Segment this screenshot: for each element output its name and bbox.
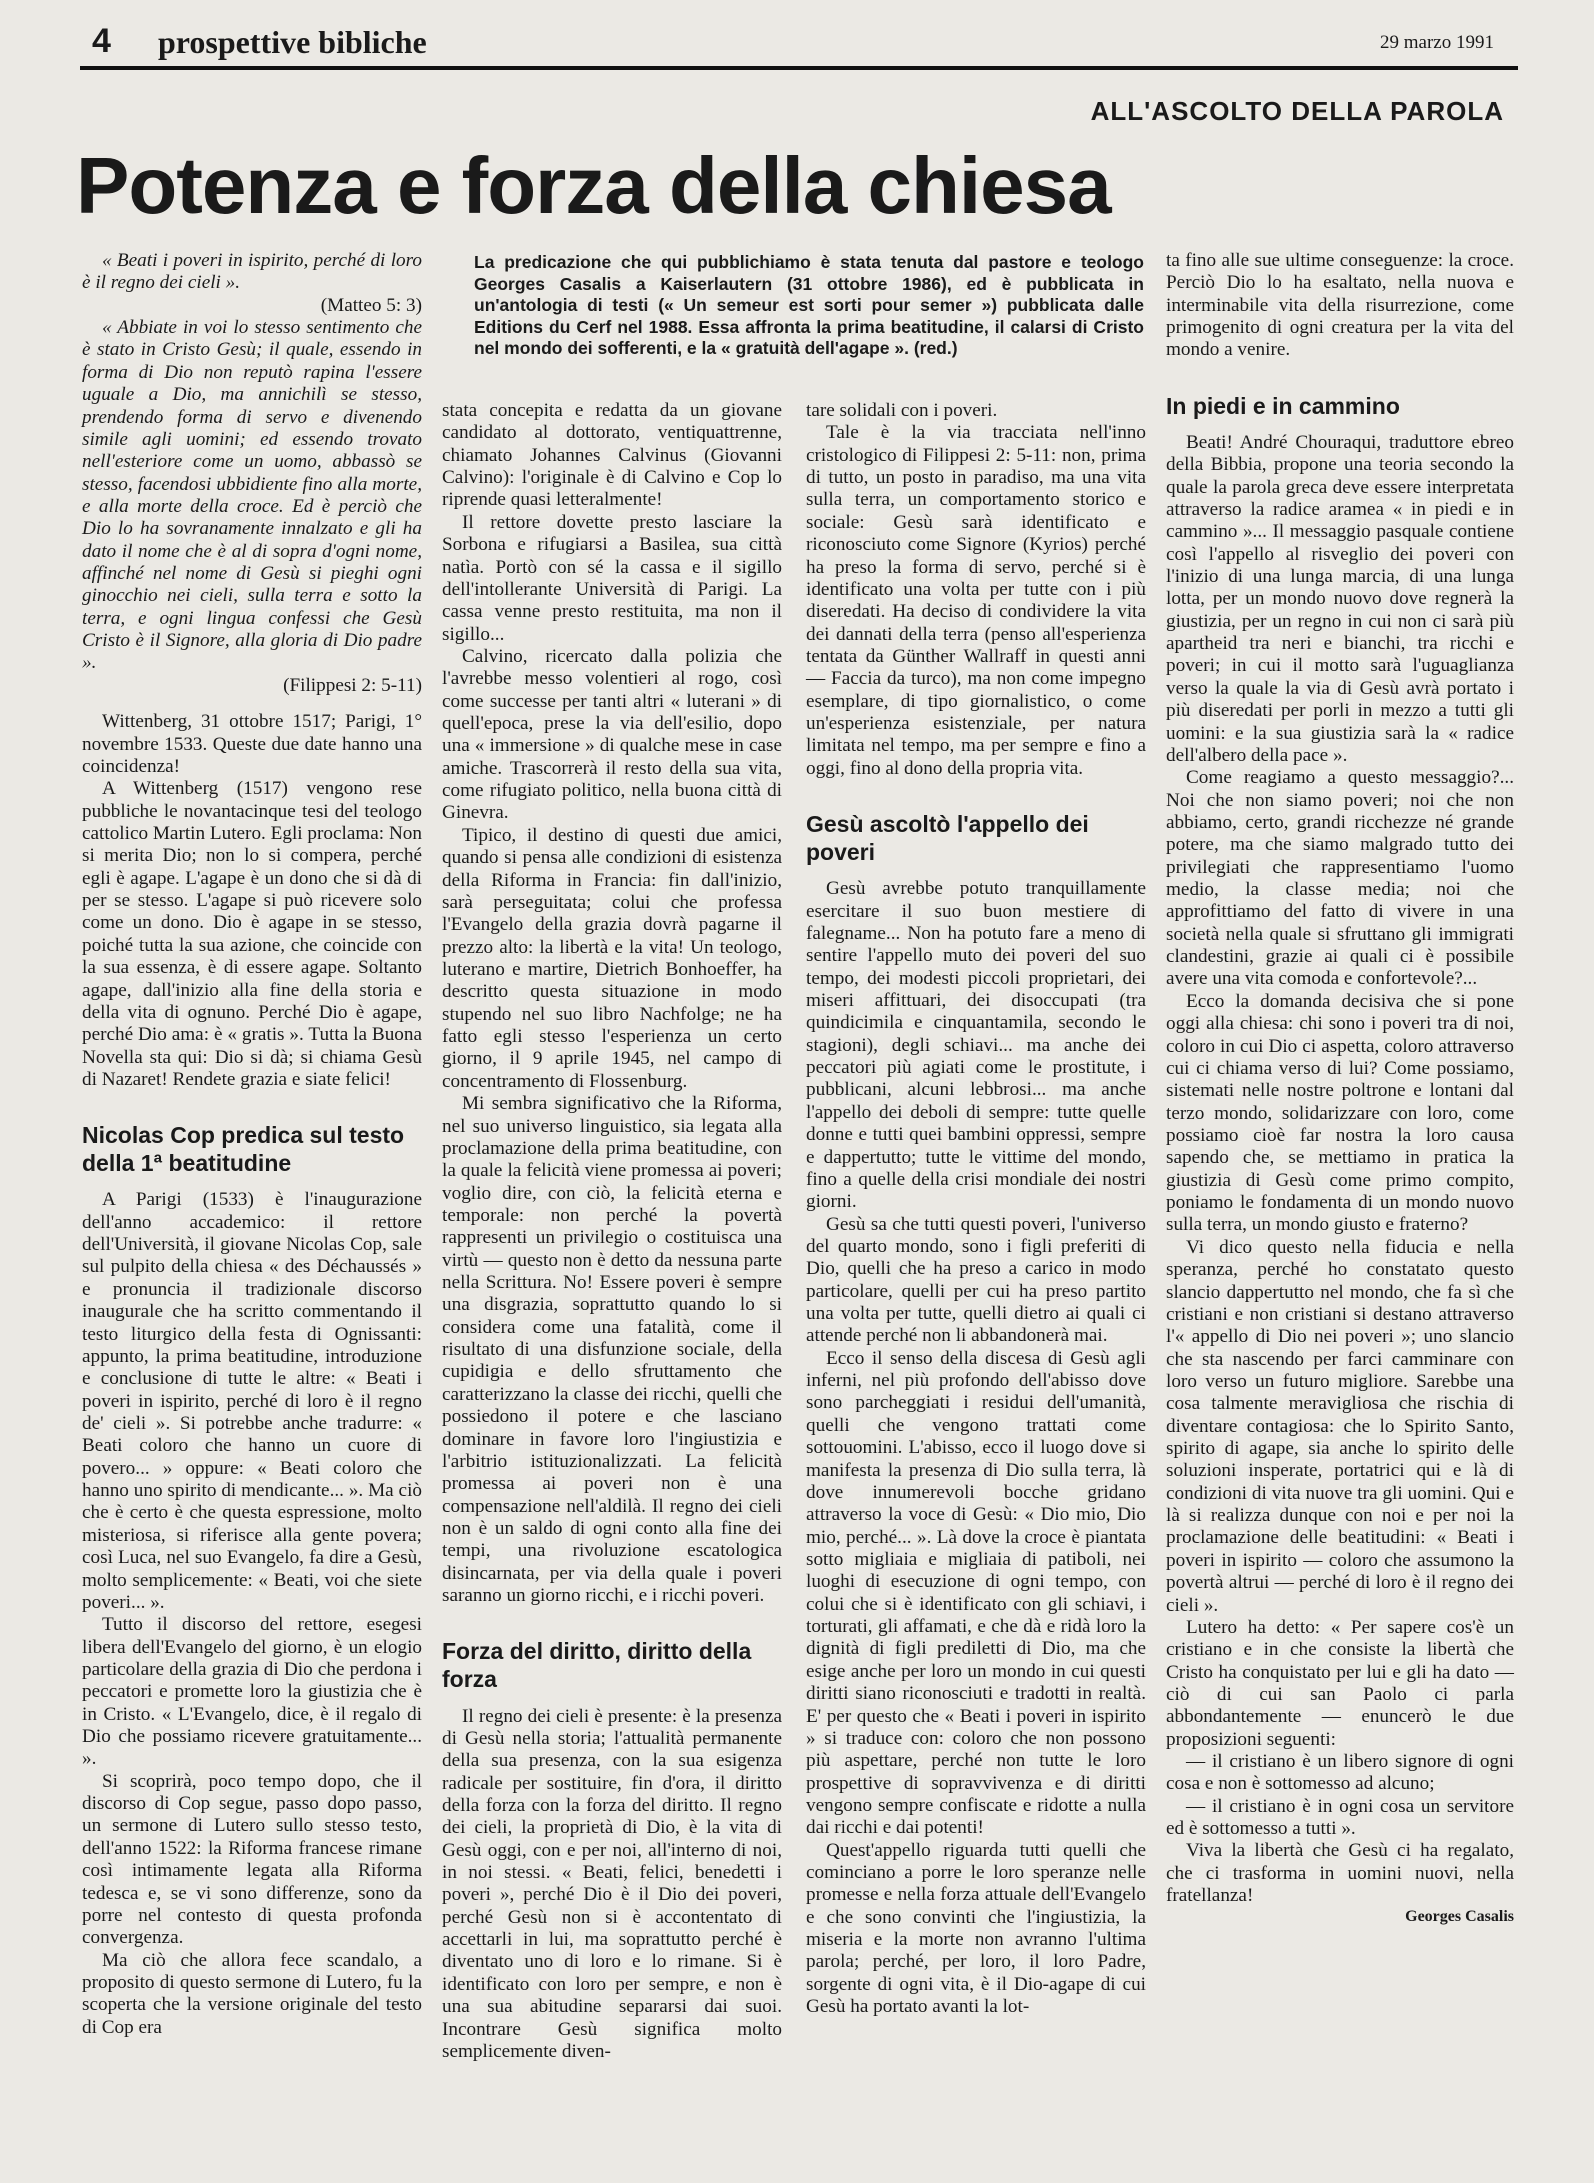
column-2 [442,400,782,2063]
header-rule [80,66,1518,70]
epigraph-text: « Abbiate in voi lo stesso sentimento che è stato in Cristo Gesù; il quale, essendo in forma di Dio non reputò rapina l'essere uguale a Dio, ma annichilì se stesso, prendendo forma di servo e divenendo simile agli uomini; ed essendo trovato nell'esteriore come un uomo, abbassò se stesso, facendosi ubbidiente fino alla morte, e alla morte della croce. Ed è perciò che Dio lo ha sovranamente innalzato e gli ha dato il nome che è al di sopra d'ogni nome, affinché nel nome di Gesù si pieghi ogni ginocchio nei cieli, sulla terra e sotto la terra, e ogni lingua confessi che Gesù Cristo è il Signore, alla gloria di Dio padre ». [82,317,422,674]
paragraph: Tipico, il destino di questi due amici, quando si pensa alle condizioni di esistenza della Riforma in Francia: fin dall'inizio, sarà perseguitata; colui che professa l'Evangelo della grazia dovrà pagarne il prezzo alto: la libertà e la vita! Un teologo, luterano e martire, Dietrich Bonhoeffer, ha descritto questa situazione in modo stupendo nel suo libro Nachfolge; ne ha fatto egli stesso l'esperienza un certo giorno, il 9 aprile 1945, nel campo di concentramento di Flossenburg. [442,824,782,1092]
subheading: In piedi e in cammino [1166,392,1400,419]
paragraph: Lutero ha detto: « Per sapere cos'è un cristiano e in che consiste la libertà che Cristo ha conquistato per lui e gli ha dato — ciò di cui san Paolo ci parla abbondantemente — enuncerò le due proposizioni seguenti: [1166,1616,1514,1750]
paragraph: Calvino, ricercato dalla polizia che l'avrebbe messo volentieri al rogo, così come successe per tanti altri « luterani » di quell'epoca, prese la via dell'esilio, dopo una « immersione » di qualche mese in case amiche. Trascorrerà il resto della sua vita, come rifugiato politico, nella buona città di Ginevra. [442,645,782,824]
paragraph: Gesù avrebbe potuto tranquillamente esercitare il suo buon mestiere di falegname... Non ha potuto fare a meno di sentire l'appello muto dei poveri del suo tempo, dei modesti piccoli proprietari, dei miseri affittuari, dei disoccupati (tra quindicimila e cinquantamila, secondo le stagioni), degli schiavi... ma anche dei peccatori più agiati come le prostitute, i pubblicani, alcuni lebbrosi... ma anche l'appello dei deboli di sempre: tutte quelle donne e tutti quei bambini oppressi, sempre e dappertutto; tutte le vittime del mondo, fino a quelle della crisi mondiale dei nostri giorni. [806,878,1146,1213]
epigraph-ref: (Matteo 5: 3) [320,294,422,316]
column-1 [82,250,422,2039]
column-3 [806,400,1146,2019]
paragraph: Ma ciò che allora fece scandalo, a proposito di questo sermone di Lutero, fu la scoperta che la versione originale del testo di Cop era [82,1949,422,2038]
paragraph: A Wittenberg (1517) vengono rese pubbliche le novantacinque tesi del teologo cattolico Martin Lutero. Egli proclama: Non si merita Dio; non lo si compera, perché egli è agape. L'agape è un dono che si dà di per se stesso. L'agape si può ricevere solo come un dono. Dio è agape in se stesso, poiché tutta la sua azione, che coincide con la sua essenza, è di essere agape. Soltanto agape, dall'inizio alla fine della storia e della vita di ognuno. Perché Dio è agape, perché Dio ama: è « gratis ». Tutta la Buona Novella sta qui: Dio si dà; si chiama Gesù di Nazaret! Rendete grazia e siate felici! [82,778,422,1090]
paragraph: Tale è la via tracciata nell'inno cristologico di Filippesi 2: 5-11: non, prima di tutto, un posto in paradiso, ma una vita sulla terra, un comportamento storico e sociale: Gesù sarà identificato e riconosciuto come Signore (Kyrios) perché ha preso la forma di servo, perché si è identificato una volta per tutte con i più diseredati. Ha deciso di condividere la vita dei dannati della terra (penso all'esperienza tentata da Günther Wallraff in questi anni — Faccia da turco), ma non come impegno esemplare, di tipo giornalistico, o come un'esperienza esistenziale, per natura limitata nel tempo, ma per sempre e fino a oggi, fino al dono della propria vita. [806,422,1146,779]
author-signature: Georges Casalis [1405,1907,1514,1925]
headline: Potenza e forza della chiesa [76,141,1111,230]
paragraph: Wittenberg, 31 ottobre 1517; Parigi, 1° novembre 1533. Queste due date hanno una coincidenza! [82,711,422,777]
epigraph-text: « Beati i poveri in ispirito, perché di loro è il regno dei cieli ». [82,250,422,294]
paragraph: ta fino alle sue ultime conseguenze: la croce. Perciò Dio lo ha esaltato, nella nuova e interminabile vita della risurrezione, come primogenito di ogni creatura per la vita del mondo a venire. [1166,250,1514,361]
paragraph: Vi dico questo nella fiducia e nella speranza, perché ho constatato questo slancio dappertutto nel mondo, che fa sì che cristiani e non cristiani si destano attraverso l'« appello di Dio nei poveri »; uno slancio che sta nascendo per farci camminare con loro verso un futuro migliore. Sarebbe una cosa talmente meravigliosa che rischia di diventare contagiosa: che lo Spirito Santo, spirito di agape, sia anche lo spirito delle soluzioni insperate, portatrici qui e là di condizioni di vita nuove tra gli uomini. Qui e là si realizza dunque con noi e per noi la proclamazione delle beatitudini: « Beati i poveri in ispirito — coloro che assumono la povertà altrui — perché di loro è il regno dei cieli ». [1166,1236,1514,1616]
paragraph: Come reagiamo a questo messaggio?... Noi che non siamo poveri; noi che non abbiamo, certo, grandi ricchezze né grande potere, ma che siamo malgrado tutto dei privilegiati che rappresentiamo l'uomo medio, la classe media; noi che approfittiamo del fatto di vivere in una società nella quale si sfruttano gli immigrati clandestini, grazie ai quali ci è possibile avere una vita comoda e confortevole?... [1166,767,1514,990]
paragraph: Gesù sa che tutti questi poveri, l'universo del quarto mondo, sono i figli preferiti di Dio, quelli che ha preso a carico in modo particolare, quelli per cui ha preso partito una volta per tutte, quelli dietro ai quali ci attende perché non li abbandonerà mai. [806,1213,1146,1347]
page-number: 4 [92,22,111,60]
paragraph: Si scoprirà, poco tempo dopo, che il discorso di Cop segue, passo dopo passo, un sermone di Lutero sullo stesso testo, dell'anno 1522: la Riforma francese rimane così intimamente legata alla Riforma tedesca e, se vi sono differenze, sono da porre nel contesto di questa profonda convergenza. [82,1770,422,1949]
subheading: Forza del diritto, diritto della forza [442,1638,752,1693]
paragraph: Il rettore dovette presto lasciare la Sorbona e rifugiarsi a Basilea, sua città natìa. Portò con sé la cassa e il sigillo dell'intollerante Università di Parigi. La cassa venne presto restituita, ma non il sigillo... [442,511,782,645]
paragraph: A Parigi (1533) è l'inaugurazione dell'anno accademico: il rettore dell'Università, il giovane Nicolas Cop, sale sul pulpito della chiesa « des Déchaussés » e pronuncia il tradizionale discorso inaugurale che ha scritto commentando il testo liturgico della festa di Ognissanti: appunto, la prima beatitudine, introduzione e conclusione di tutte le altre: « Beati i poveri in ispirito, perché di loro è il regno de' cieli ». Si potrebbe anche tradurre: « Beati coloro che hanno un cuore di povero... » oppure: « Beati coloro che hanno uno spirito di mendicante... ». Ma ciò che è certo è che questa espressione, molto misteriosa, si riferisce alla gente povera; così Luca, nel suo Evangelo, fa dire a Gesù, molto semplicemente: « Beati, voi che siete poveri... ». [82,1189,422,1613]
paragraph: Beati! André Chouraqui, traduttore ebreo della Bibbia, propone una teoria secondo la quale la parola greca deve essere interpretata attraverso la radice aramea « in piedi e in cammino »... Il messaggio pasquale contiene così l'appello al risveglio dei poveri con l'inizio di una lunga marcia, di una lunga lotta, per un mondo nuovo dove regnerà la giustizia, per un regno in cui non ci sarà più apartheid tra neri e bianchi, tra ricchi e poveri; in cui il motto sarà l'uguaglianza verso la quale la via di Gesù avrà portato i più diseredati per porli in mezzo a tutti gli uomini: e la sua giustizia sarà la « radice dell'albero della pace ». [1166,431,1514,766]
kicker: ALL'ASCOLTO DELLA PAROLA [1090,96,1504,126]
column-4 [1166,250,1514,1926]
paragraph: Ecco la domanda decisiva che si pone oggi alla chiesa: chi sono i poveri tra di noi, coloro in cui Dio ci aspetta, coloro attraverso cui ci chiama verso di lui? Come possiamo, sistemati nelle nostre poltrone e lontani dal terzo mondo, solidarizzare con loro, come possiamo cioè far nostra la loro causa sapendo che, se mettiamo in pratica la giustizia di Gesù come primo compito, poniamo le fondamenta di un mondo nuovo sulla terra, un mondo giusto e fraterno? [1166,990,1514,1236]
paragraph: tare solidali con i poveri. [806,400,998,421]
paragraph: Viva la libertà che Gesù ci ha regalato, che ci trasforma in uomini nuovi, nella fratellanza! [1166,1840,1514,1907]
paragraph: Il regno dei cieli è presente: è la presenza di Gesù nella storia; l'attualità permanente della sua presenza, con la sua esigenza radicale per sostituire, fin d'ora, il diritto della forza con la forza del diritto. Il regno dei cieli, la proprietà di Dio, è la vita di Gesù oggi, con e per noi, all'interno di noi, in noi stessi. « Beati, felici, benedetti i poveri », perché Dio è il Dio dei poveri, perché Gesù non si è accontentato di accettarli in lui, ma soprattutto perché è diventato uno di loro e lo rimane. Si è identificato con loro per sempre, e non è una sua abitudine separarsi dai suoi. Incontrare Gesù significa molto semplicemente diven- [442,1705,782,2062]
epigraph-ref: (Filippesi 2: 5-11) [283,674,422,696]
section-title: prospettive bibliche [158,24,427,60]
paragraph: stata concepita e redatta da un giovane candidato al dottorato, ventiquattrenne, chiamato Johannes Calvinus (Giovanni Calvino): l'originale è di Calvino e Cop lo riprende quasi letteralmente! [442,400,782,511]
paragraph: Ecco il senso della discesa di Gesù agli inferni, nel più profondo dell'abisso dove sono parcheggiati i residui dell'umanità, quelli che vengono trattati come sottouomini. L'abisso, ecco il luogo dove si manifesta la presenza di Dio sulla terra, là dove innumerevoli bocche gridano attraverso la voce di Gesù: « Dio mio, Dio mio, perché... ». Là dove la croce è piantata sotto migliaia e migliaia di patiboli, nei luoghi di esecuzione di ogni tempo, con colui che si è identificato con gli schiavi, i torturati, gli affamati, e che dà e ridà loro la dignità di figli prediletti di Dio, ma che esige anche per loro un mondo in cui questi diritti siano riconosciuti e tradotti in realtà. E' per questo che « Beati i poveri in ispirito » si traduce con: coloro che non possono più aspettare, perché non tutte le loro prospettive di sopravvivenza e di diritti vengono sempre confiscate e ridotte a nulla dai ricchi e dai potenti! [806,1347,1146,1839]
paragraph: — il cristiano è in ogni cosa un servitore ed è sottomesso a tutti ». [1166,1795,1514,1840]
paragraph: — il cristiano è un libero signore di ogni cosa e non è sottomesso ad alcuno; [1166,1751,1514,1795]
paragraph: Quest'appello riguarda tutti quelli che cominciano a porre le loro speranze nelle promesse e nella forza attuale dell'Evangelo e che sono convinti che l'ingiustizia, la miseria e la morte non avranno l'ultima parola; perché, per loro, il loro Padre, sorgente di ogni vita, è il Dio-agape di cui Gesù ha portato avanti la lot- [806,1839,1146,2018]
paragraph: Tutto il discorso del rettore, esegesi libera dell'Evangelo del giorno, è un elogio particolare della grazia di Dio che perdona i peccatori e promette loro la giustizia che è in Cristo. « L'Evangelo, dice, è il regalo di Dio che possiamo ricevere gratuitamente... ». [82,1614,422,1770]
paragraph: Mi sembra significativo che la Riforma, nel suo universo linguistico, sia legata alla proclamazione della prima beatitudine, con la quale la felicità viene promessa ai poveri; voglio dire, con ciò, la felicità eterna e temporale: non perché la povertà rappresenti un privilegio o costituisca una virtù — questo non è detto da nessuna parte nella Scrittura. No! Essere poveri è sempre una disgrazia, soprattutto quando lo si considera come una fatalità, come il risultato di una disfunzione sociale, della cupidigia e dello sfruttamento che caratterizzano la classe dei ricchi, quelli che possiedono il potere e che lasciano dominare in favore loro l'ingiustizia e l'arbitrio istituzionalizzati. La felicità promessa ai poveri non è una compensazione nell'aldilà. Il regno dei cieli non è un saldo di ogni conto alla fine dei tempi, una rivoluzione escatologica disincarnata, per via della quale i poveri saranno un giorno ricchi, e i ricchi poveri. [442,1093,782,1607]
intro-paragraph: La predicazione che qui pubblichiamo è stata tenuta dal pastore e teologo Georges Casalis a Kaiserlautern (31 ottobre 1986), ed è pubblicata in un'antologia di testi (« Un semeur est sorti pour semer ») pubblicata dalle Editions du Cerf nel 1988. Essa affronta la prima beatitudine, il calarsi di Cristo nel mondo dei sofferenti, e la « gratuità dell'agape ». (red.) [474,252,1144,359]
subheading: Gesù ascoltò l'appello dei poveri [806,811,1089,866]
issue-date: 29 marzo 1991 [1380,32,1494,53]
subheading: Nicolas Cop predica sul testo della 1ª beatitudine [82,1122,405,1177]
